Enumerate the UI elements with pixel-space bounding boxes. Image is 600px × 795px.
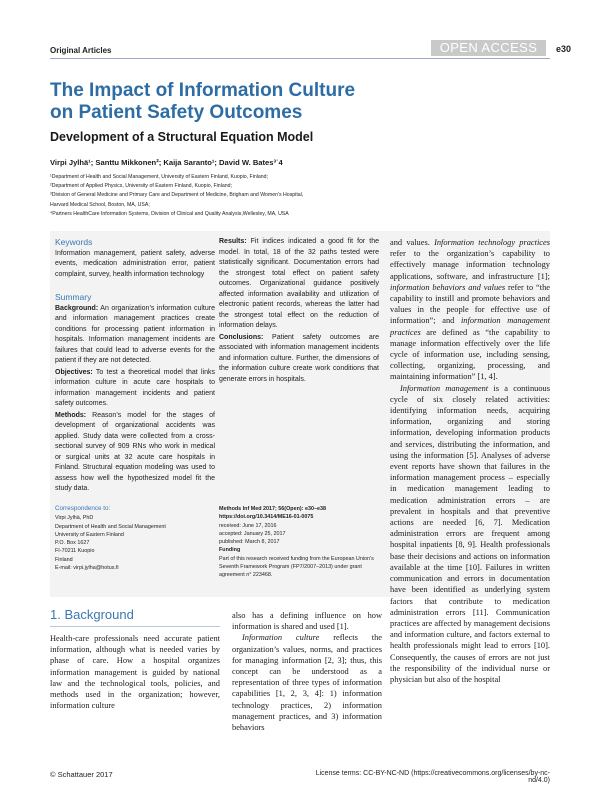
term-it-practices: Information technology practices — [434, 238, 550, 247]
results-label: Results: — [219, 238, 247, 245]
background-heading: 1. Background — [50, 607, 134, 622]
affiliation-line: ⁴Partners HealthCare Information Systems, Division of Clinical and Quality Analysis,Wellesley, MA, USA — [50, 210, 289, 217]
affiliations — [50, 173, 570, 219]
results-text: Fit indices indicated a good fit for the model. In total, 18 of the 32 paths tested were statistically significant. Documentation errors had the strongest total effect on patient safety outcomes. Organizational guidance positively affected information availability and utilization of electronic patient records, whereas the latter had the strongest total effect on the reduction of information delays. — [219, 238, 379, 329]
funding-heading: Funding — [219, 547, 241, 554]
correspondence-line: Virpi Jylhä, PhD — [55, 515, 94, 522]
background-heading-rule — [50, 626, 220, 627]
doi-link[interactable]: https://doi.org/10.3414/ME16-01-0075 — [219, 514, 314, 521]
section-label: Original Articles — [50, 46, 112, 55]
affiliation-line: ³Division of General Medicine and Primary Care and Department of Medicine, Brigham and Women’s Hospital, — [50, 192, 304, 199]
correspondence-heading: Correspondence to: — [55, 505, 111, 512]
text-span: is a continuous cycle of six closely related activities: identifying information needs, acquiring information, organizing and storing information, developing information products and services, distributing the information, and using the information [5]. Analyses of adverse event reports have shown that failures in the information management process – especially in medication management leading to medication administration errors – are prevalent in hospitals and that preventive actions are needed [6, 7]. Medication administration errors are frequent among hospital inpatients [8, 9]. Health professionals base their decisions and actions on information available at the time [10]. Failures in written communication and errors in documentation have been identified as underlying system factors that contribute to medication administration errors [11]. Communication practices are affected by management decisions and information culture, and factors external to health professionals might lead to errors [10]. Consequently, the causes of errors are not just the responsibility of the individual nurse or physician but also of the hospital — [390, 383, 550, 684]
text-span: refer to the organization’s capability to effectively manage information technology applications, software, and infrastructure [1]; — [390, 249, 550, 281]
correspondence-line: Finland — [55, 556, 73, 563]
author-list: Virpi Jylhä¹; Santtu Mikkonen²; Kaija Saranto¹; David W. Bates³˙4 — [50, 158, 283, 167]
term-info-management: Information management — [400, 383, 489, 393]
page-number: e30 — [556, 44, 572, 54]
background-paragraph: Health-care professionals need accurate patient information, although what is needed varies by phase of care. How a hospital organizes information management is guided by national law and the technological tools, policies, and methods used in the organization; however, information culture — [50, 634, 220, 711]
correspondence-line: P.O. Box 1627 — [55, 540, 90, 547]
publication-meta — [219, 505, 379, 580]
affiliation-line: ²Department of Applied Physics, University of Eastern Finland, Kuopio, Finland; — [50, 183, 232, 190]
summary-heading: Summary — [55, 292, 92, 302]
keywords-text: Information management, patient safety, adverse events, medication administration error, patient complaint, survey, health information technology — [55, 249, 215, 278]
accepted-date: accepted: January 25, 2017 — [219, 530, 286, 537]
methods-text: Reason’s model for the stages of development of organizational accidents was applied. Study data were collected from a cross-sectional survey of 909 RNs who work in medical or surgical units at 32 acute care hospitals in Finland. Structural equation modeling was used to assess how well the hypothesized model fit the study data. — [55, 411, 215, 492]
abstract-column-2 — [219, 237, 379, 385]
text-span: are defined as “the capability to manage information effectively over the life cycle of information use, including sensing, collecting, organizing, processing, and maintaining information” [1, 4]. — [390, 327, 550, 382]
term-behaviors: information behaviors and values — [390, 282, 506, 292]
text-span: reflects the organization’s values, norms, and practices for managing information [2, 3]; thus, this concept can be understood as a representation of three types of information capabilities [1, 2, 3, 4]: 1) information technology practices, 2) information management practices, and 3) information behaviors — [232, 633, 382, 733]
affiliation-line: Harvard Medical School, Boston, MA, USA; — [50, 201, 150, 208]
license-terms[interactable]: License terms: CC-BY-NC-ND (https://creativecommons.org/licenses/by-nc-nd/4.0) — [315, 770, 550, 784]
correspondence-email[interactable]: E-mail: virpi.jylha@hotus.fi — [55, 565, 119, 572]
article-title — [50, 80, 530, 124]
correspondence-line: University of Eastern Finland — [55, 531, 124, 538]
copyright: © Schattauer 2017 — [50, 770, 113, 779]
body-column-right — [390, 237, 550, 685]
objectives-text: To test a theoretical model that links information culture in acute care hospitals to information management incidents and patient safety outcomes. — [55, 368, 215, 407]
term-info-culture: Information culture — [242, 633, 320, 643]
conclusions-label: Conclusions: — [219, 333, 264, 341]
background-abstract — [55, 304, 215, 367]
journal-citation: Methods Inf Med 2017; 56(Open): e30–e38 — [219, 506, 326, 512]
objectives-abstract — [55, 368, 215, 410]
correspondence-line: Department of Health and Social Management — [55, 523, 166, 530]
body-column-middle — [232, 610, 382, 733]
correspondence-block — [55, 505, 205, 572]
background-text: An organization’s information culture and information management practices create conditions for processing patient information in hospitals. Information management incidents are failures that could lead to adverse events for the patient if they are not detected. — [55, 304, 215, 364]
text-span: refer to “the capability to instill and promote behaviors and values in the people for effective use of information”; and — [390, 282, 550, 326]
correspondence-line: FI-70211 Kuopio — [55, 548, 95, 555]
background-label: Background: — [55, 304, 99, 312]
results-abstract — [219, 237, 379, 332]
info-culture-paragraph — [390, 237, 550, 383]
info-culture-definition — [232, 632, 382, 733]
open-access-badge: OPEN ACCESS — [431, 40, 546, 56]
info-management-paragraph — [390, 383, 550, 685]
conclusions-text: Patient safety outcomes are associated with information management incidents and information culture. Further, the dimensions of the information culture create work conditions that generate errors in hospitals. — [219, 333, 379, 383]
objectives-label: Objectives: — [55, 368, 93, 376]
affiliation-line: ¹Department of Health and Social Management, University of Eastern Finland, Kuopio, Finland; — [50, 174, 268, 180]
methods-label: Methods: — [55, 411, 87, 419]
body-column-left — [50, 633, 220, 711]
received-date: received: June 17, 2016 — [219, 522, 277, 529]
text-span: and values. — [390, 238, 435, 247]
background-continued: also has a defining influence on how information is shared and used [1]. — [232, 611, 382, 632]
funding-text: Part of this research received funding from the European Union’s Seventh Framework Program (FP7/2007–2013) under grant agreement n° 223468. — [219, 555, 374, 579]
keywords-heading: Keywords — [55, 237, 93, 247]
title-line-2: on Patient Safety Outcomes — [50, 102, 303, 123]
header-divider — [50, 58, 550, 59]
title-line-1: The Impact of Information Culture — [50, 80, 356, 101]
conclusions-abstract — [219, 333, 379, 386]
term-im-practices: information management practices — [390, 316, 550, 337]
abstract-column-1 — [55, 237, 215, 495]
published-date: published: March 8, 2017 — [219, 539, 280, 546]
article-subtitle: Development of a Structural Equation Model — [50, 130, 314, 144]
methods-abstract — [55, 411, 215, 495]
